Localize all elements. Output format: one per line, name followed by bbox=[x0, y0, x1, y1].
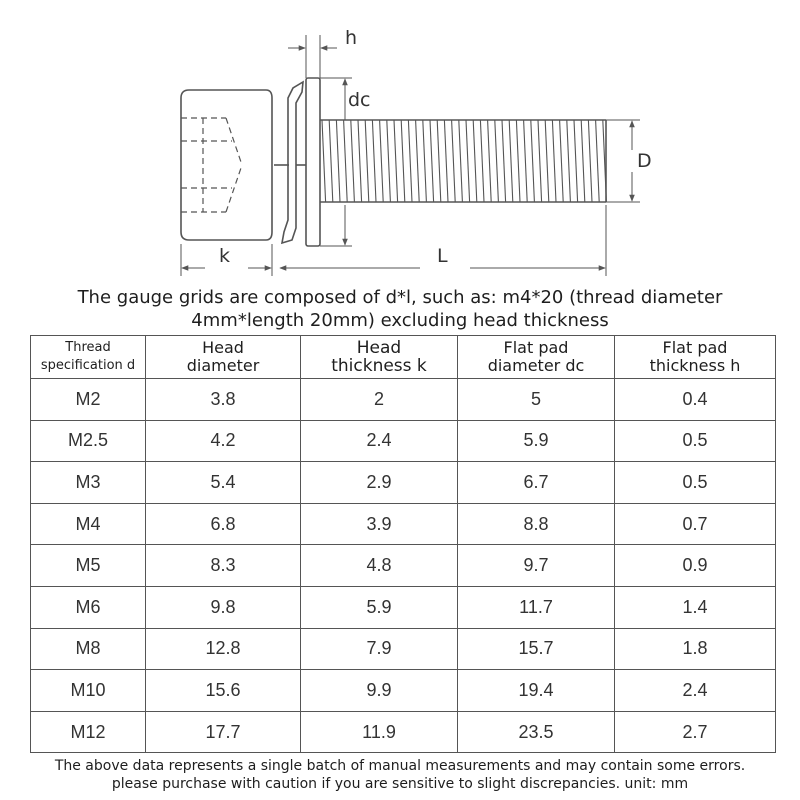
table-cell: 3.8 bbox=[146, 379, 301, 421]
table-cell: 17.7 bbox=[146, 711, 301, 753]
table-cell: M12 bbox=[31, 711, 146, 753]
table-cell: 9.8 bbox=[146, 586, 301, 628]
disclaimer-line-1: The above data represents a single batch of manual measurements and may contain some errors. bbox=[54, 758, 746, 774]
header-pad-thickness bbox=[615, 336, 776, 379]
table-row bbox=[31, 503, 776, 545]
spring-washer bbox=[274, 82, 303, 243]
disclaimer-line-2: please purchase with caution if you are sensitive to slight discrepancies. unit: mm bbox=[111, 776, 689, 792]
table-row bbox=[31, 628, 776, 670]
header-line: diameter bbox=[186, 356, 260, 375]
header-line: diameter dc bbox=[487, 356, 585, 375]
table-row bbox=[31, 545, 776, 587]
table-cell: 0.5 bbox=[615, 462, 776, 504]
table-row bbox=[31, 379, 776, 421]
header-line: specification d bbox=[40, 358, 136, 373]
header-line: thickness k bbox=[331, 356, 427, 376]
header-head-diameter bbox=[146, 336, 301, 379]
table-cell: 0.9 bbox=[615, 545, 776, 587]
table-row bbox=[31, 586, 776, 628]
table-cell: M8 bbox=[31, 628, 146, 670]
table-cell: 8.8 bbox=[458, 503, 615, 545]
table-cell: 15.7 bbox=[458, 628, 615, 670]
header-line: Flat pad bbox=[662, 338, 728, 357]
screw-head bbox=[181, 90, 272, 240]
header-line: thickness h bbox=[649, 356, 741, 375]
table-cell: 5.9 bbox=[458, 420, 615, 462]
table-cell: M6 bbox=[31, 586, 146, 628]
table-cell: M2.5 bbox=[31, 420, 146, 462]
table-cell: 6.8 bbox=[146, 503, 301, 545]
table-cell: 5 bbox=[458, 379, 615, 421]
table-cell: 5.9 bbox=[301, 586, 458, 628]
table-cell: M4 bbox=[31, 503, 146, 545]
label-L: L bbox=[437, 245, 448, 267]
header-thread-spec bbox=[31, 336, 146, 379]
table-row bbox=[31, 462, 776, 504]
header-head-thickness bbox=[301, 336, 458, 379]
table-cell: 2.4 bbox=[615, 670, 776, 712]
table-cell: 7.9 bbox=[301, 628, 458, 670]
table-cell: 9.7 bbox=[458, 545, 615, 587]
table-cell: 5.4 bbox=[146, 462, 301, 504]
label-dc: dc bbox=[348, 89, 371, 111]
table-cell: 0.5 bbox=[615, 420, 776, 462]
header-line: Head bbox=[202, 338, 244, 357]
caption-line-1: The gauge grids are composed of d*l, such as: m4*20 (thread diameter bbox=[77, 287, 723, 308]
table-cell: 1.8 bbox=[615, 628, 776, 670]
table-cell: 8.3 bbox=[146, 545, 301, 587]
flat-washer bbox=[306, 78, 320, 246]
table-cell: M10 bbox=[31, 670, 146, 712]
table-cell: 4.8 bbox=[301, 545, 458, 587]
table-cell: 9.9 bbox=[301, 670, 458, 712]
table-cell: 1.4 bbox=[615, 586, 776, 628]
table-row bbox=[31, 711, 776, 753]
label-h: h bbox=[345, 27, 358, 49]
screw-dimension-diagram bbox=[0, 0, 800, 285]
table-cell: M5 bbox=[31, 545, 146, 587]
spec-table bbox=[30, 335, 776, 753]
threaded-shank bbox=[320, 120, 606, 202]
table-header-row bbox=[31, 336, 776, 379]
table-cell: 23.5 bbox=[458, 711, 615, 753]
table-cell: 3.9 bbox=[301, 503, 458, 545]
label-k: k bbox=[219, 245, 231, 267]
table-cell: 11.7 bbox=[458, 586, 615, 628]
table-cell: 2 bbox=[301, 379, 458, 421]
table-cell: M3 bbox=[31, 462, 146, 504]
table-cell: 15.6 bbox=[146, 670, 301, 712]
table-cell: 19.4 bbox=[458, 670, 615, 712]
table-cell: M2 bbox=[31, 379, 146, 421]
table-row bbox=[31, 670, 776, 712]
table-cell: 11.9 bbox=[301, 711, 458, 753]
table-cell: 12.8 bbox=[146, 628, 301, 670]
table-cell: 4.2 bbox=[146, 420, 301, 462]
header-line: Flat pad bbox=[503, 338, 569, 357]
header-line: Head bbox=[356, 338, 402, 358]
table-cell: 0.7 bbox=[615, 503, 776, 545]
label-D: D bbox=[637, 150, 652, 172]
table-cell: 2.4 bbox=[301, 420, 458, 462]
table-cell: 2.7 bbox=[615, 711, 776, 753]
header-line: Thread bbox=[65, 340, 111, 355]
header-pad-diameter bbox=[458, 336, 615, 379]
table-row bbox=[31, 420, 776, 462]
caption-line-2: 4mm*length 20mm) excluding head thickness bbox=[191, 310, 609, 331]
table-cell: 0.4 bbox=[615, 379, 776, 421]
table-cell: 6.7 bbox=[458, 462, 615, 504]
table-cell: 2.9 bbox=[301, 462, 458, 504]
